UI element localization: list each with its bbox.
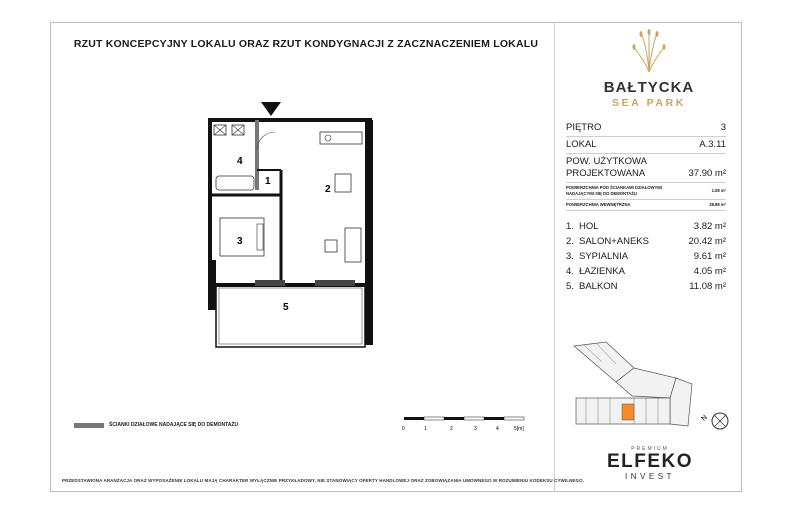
floor-label: PIĘTRO xyxy=(566,122,602,133)
brand-name: ELFEKO xyxy=(606,451,694,472)
room-list xyxy=(566,219,726,294)
scale-bar xyxy=(398,412,533,434)
disclaimer: PRZEDSTAWIONA ARANŻACJA ORAZ WYPOSAŻENIE LOKALU MAJĄ CHARAKTER WYŁĄCZNIE PRZYKŁADOWY, NIE STANOWIĄCY OFERTY HANDLOWEJ ORAZ ZOBOWIĄZANIA UMOWNEGO W ROZUMIENIU KODEKSU CYWILNEGO. xyxy=(62,478,585,483)
unit-label: LOKAL xyxy=(566,139,597,150)
scale-tick: 4 xyxy=(496,426,499,432)
legend-label: ŚCIANKI DZIAŁOWE NADAJĄCE SIĘ DO DEMONTAŻU xyxy=(109,422,239,428)
logo-sub: SEA PARK xyxy=(612,97,686,109)
door-swing xyxy=(257,132,275,150)
wall-area-row: POWIERZCHNIA POD ŚCIANKAMI DZIAŁOWYMI NADAJĄCYMI SIĘ DO DEMONTAŻU 1.08 m² xyxy=(566,185,726,196)
list-item: 5. BALKON 11.08 m² xyxy=(566,281,726,292)
room-label-2: 2 xyxy=(325,184,331,195)
list-item: 1. HOL 3.82 m² xyxy=(566,221,726,232)
floor-row xyxy=(566,122,726,134)
outer-wall xyxy=(210,120,370,285)
dining-table xyxy=(335,174,351,192)
scale-tick: 0 xyxy=(402,426,405,432)
scale-tick: 3 xyxy=(474,426,477,432)
room-label-1: 1 xyxy=(265,176,271,187)
sofa xyxy=(345,228,361,262)
window xyxy=(315,280,355,286)
grass-logo-icon xyxy=(629,28,669,72)
room-label-3: 3 xyxy=(237,236,243,247)
project-logo xyxy=(560,28,738,109)
unit-value: A.3.11 xyxy=(699,139,726,150)
entrance-arrow-icon xyxy=(261,102,281,116)
list-item: 4. ŁAZIENKA 4.05 m² xyxy=(566,266,726,277)
panel-divider xyxy=(554,22,555,492)
highlighted-unit xyxy=(622,404,634,420)
logo-name: BAŁTYCKA xyxy=(603,79,695,96)
legend-swatch xyxy=(74,423,104,428)
scale-tick: 1 xyxy=(424,426,427,432)
developer-brand xyxy=(566,446,734,481)
compass-letter: N xyxy=(700,414,709,423)
coffee-table xyxy=(325,240,337,252)
room-label-5: 5 xyxy=(283,302,289,313)
bathtub xyxy=(216,176,254,190)
list-item: 3. SYPIALNIA 9.61 m² xyxy=(566,251,726,262)
building-minimap xyxy=(566,338,698,438)
floor-plan xyxy=(195,100,375,355)
right-wall xyxy=(365,120,373,345)
room-label-4: 4 xyxy=(237,156,243,167)
kitchen-counter xyxy=(320,132,362,144)
brand-premium: PREMIUM xyxy=(631,446,669,452)
scale-tick: 2 xyxy=(450,426,453,432)
left-wall xyxy=(208,260,216,310)
list-item: 2. SALON+ANEKS 20.42 m² xyxy=(566,236,726,247)
area-label: POW. UŻYTKOWA PROJEKTOWANA xyxy=(566,156,647,179)
floor-value: 3 xyxy=(720,122,726,133)
area-value: 37.90 m² xyxy=(688,168,726,179)
unit-row xyxy=(566,139,726,151)
unit-info xyxy=(566,122,726,294)
page-title: RZUT KONCEPCYJNY LOKALU ORAZ RZUT KONDYGNACJI Z ZACZNACZENIEM LOKALU xyxy=(73,38,539,50)
scale-tick: 5[m] xyxy=(514,426,524,432)
inner-area-row: POWIERZCHNIA WEWNĘTRZNA 38.98 m² xyxy=(566,202,726,207)
balcony xyxy=(216,285,365,347)
brand-invest: INVEST xyxy=(625,472,675,481)
area-row xyxy=(566,156,726,180)
window xyxy=(255,280,285,286)
legend xyxy=(74,422,238,428)
compass-icon xyxy=(700,406,732,436)
